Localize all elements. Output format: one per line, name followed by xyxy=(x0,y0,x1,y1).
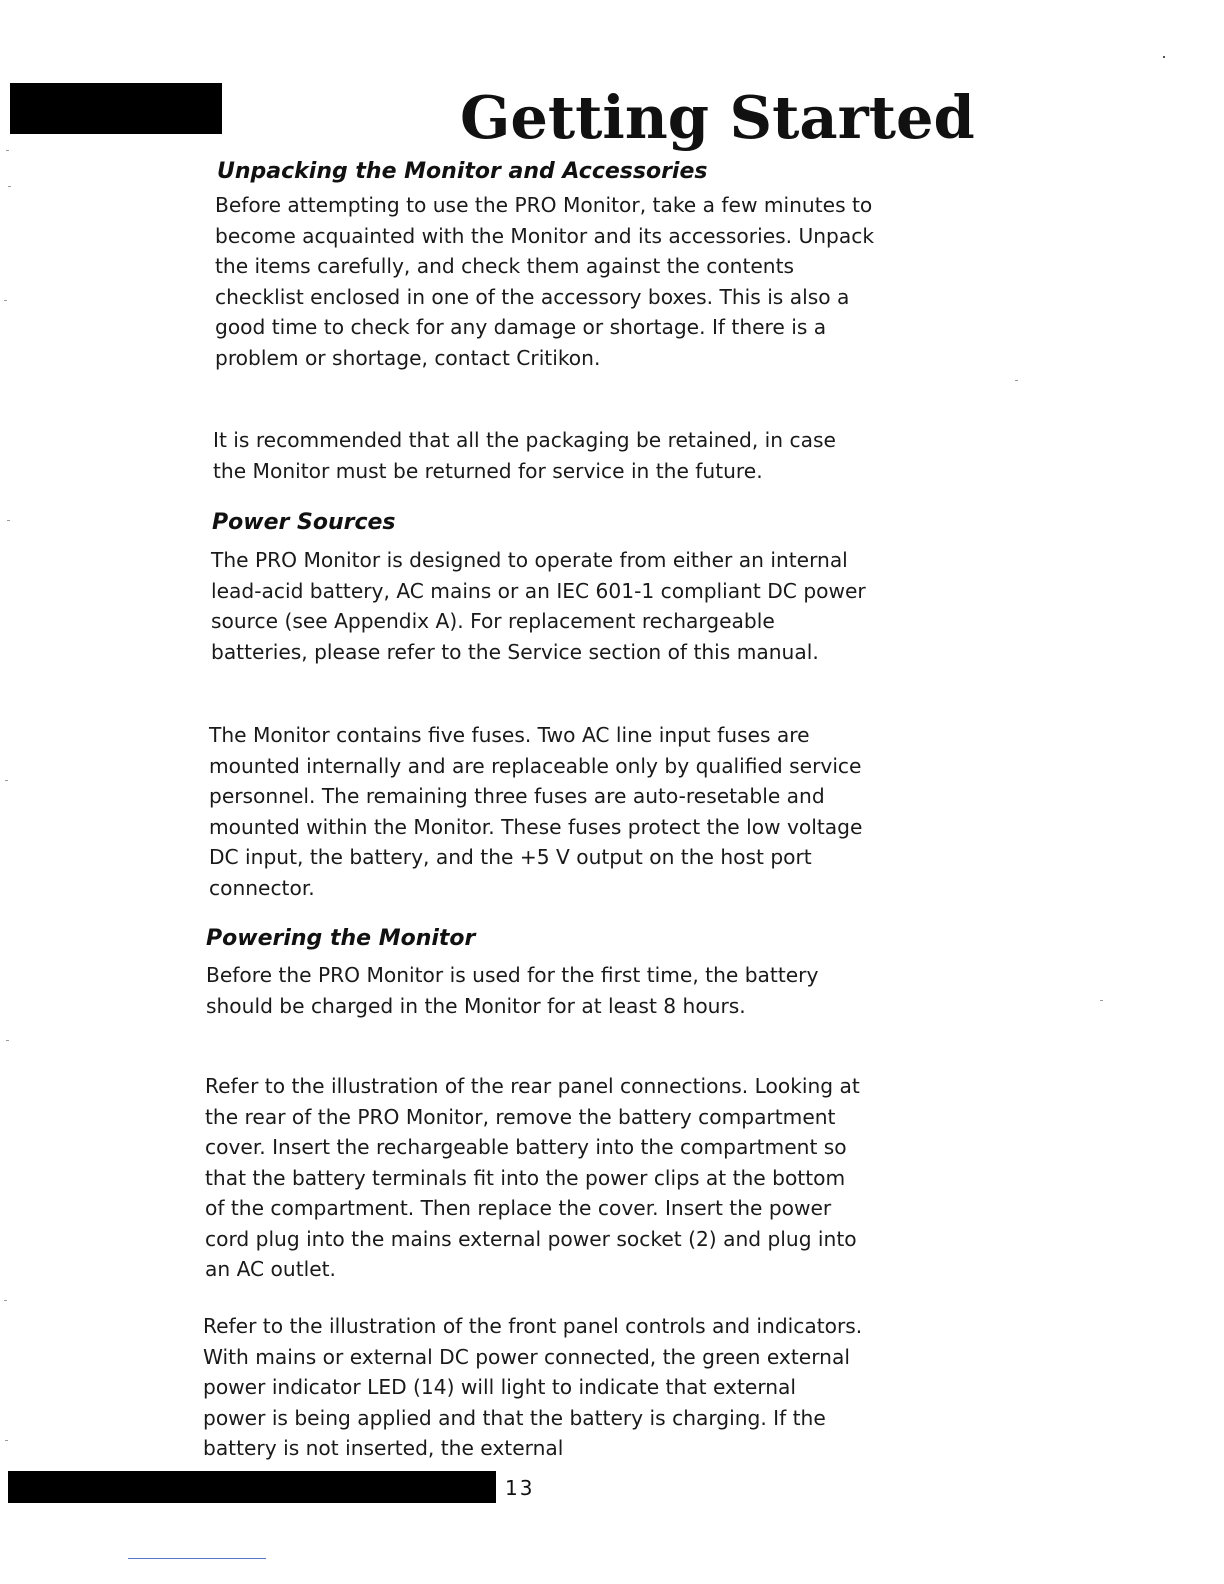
section-heading-power-sources: Power Sources xyxy=(212,510,396,535)
paragraph-unpacking-1: Before attempting to use the PRO Monitor, take a few minutes to become acquainted with the Monitor and its accessories. Unpack the items carefully, and check them against the contents checklist enclosed in one of the accessory boxes. This is also a good time to check for any damage or shortage. If there is a problem or shortage, contact Critikon. xyxy=(215,193,875,370)
footer-black-bar xyxy=(8,1471,496,1503)
header-black-bar xyxy=(10,83,222,134)
paragraph-powering-3: Refer to the illustration of the front panel controls and indicators. With mains or external DC power connected, the green external power indicator LED (14) will light to indicate that external power is being applied and that the battery is charging. If the battery is not inserted, the external xyxy=(203,1314,863,1460)
paragraph-power-sources-1: The PRO Monitor is designed to operate from either an internal lead-acid battery, AC mains or an IEC 601-1 compliant DC power source (see Appendix A). For replacement rechargeable batteries, please refer to the Service section of this manual. xyxy=(211,548,866,664)
page-number: 13 xyxy=(505,1476,535,1500)
paragraph-powering-2: Refer to the illustration of the rear panel connections. Looking at the rear of the PRO Monitor, remove the battery compartment cover. Insert the rechargeable battery into the compartment so that the battery terminals fit into the power clips at the bottom of the compartment. Then replace the cover. Insert the power cord plug into the mains external power socket (2) and plug into an AC outlet. xyxy=(205,1074,860,1281)
section-heading-powering: Powering the Monitor xyxy=(206,926,476,951)
paragraph-unpacking-2: It is recommended that all the packaging be retained, in case the Monitor must be returned for service in the future. xyxy=(213,428,836,483)
footer-rule xyxy=(128,1558,266,1559)
section-heading-unpacking: Unpacking the Monitor and Accessories xyxy=(217,159,708,184)
paragraph-powering-1: Before the PRO Monitor is used for the first time, the battery should be charged in the Monitor for at least 8 hours. xyxy=(206,963,819,1018)
page-title: Getting Started xyxy=(460,83,975,152)
paragraph-power-sources-2: The Monitor contains five fuses. Two AC line input fuses are mounted internally and are replaceable only by qualified service personnel. The remaining three fuses are auto-resetable and mounted within the Monitor. These fuses protect the low voltage DC input, the battery, and the +5 V output on the host port connector. xyxy=(209,723,863,900)
